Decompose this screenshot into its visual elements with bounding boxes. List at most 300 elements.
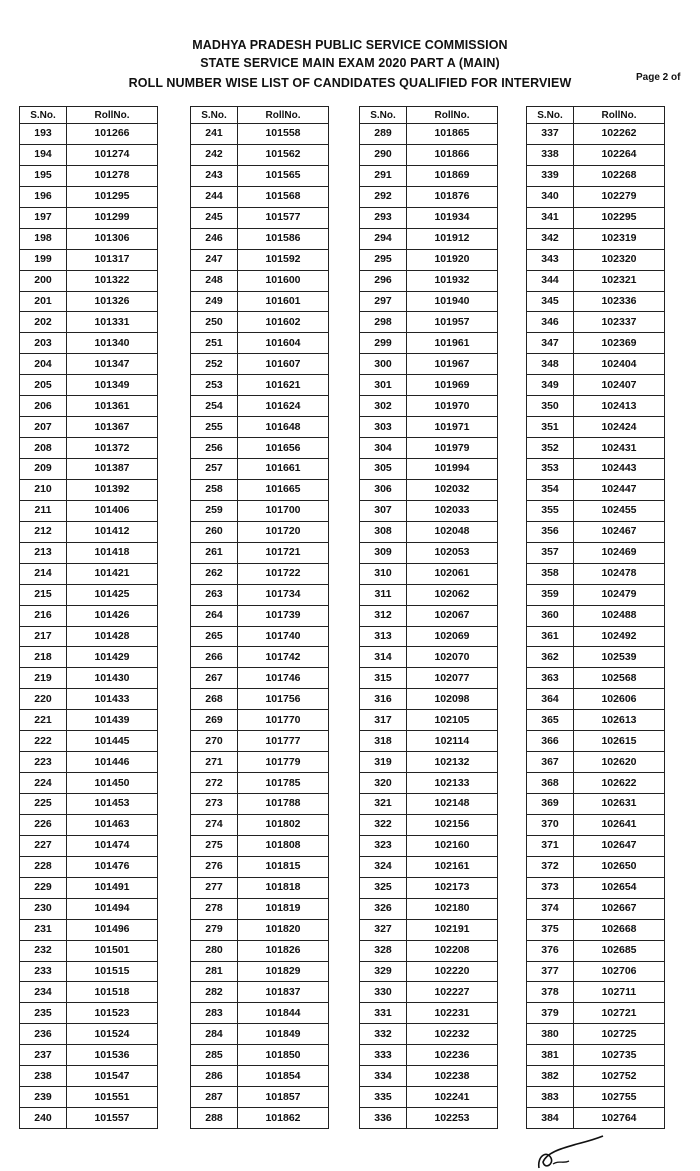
serial-number: 208 (20, 438, 67, 459)
serial-number: 348 (527, 354, 574, 375)
table-row (20, 312, 158, 333)
table-row (360, 1066, 498, 1087)
serial-number: 215 (20, 584, 67, 605)
table-row (191, 396, 329, 417)
roll-number: 102488 (574, 605, 665, 626)
roll-number: 101961 (407, 333, 498, 354)
roll-number: 101970 (407, 396, 498, 417)
roll-number: 102320 (574, 249, 665, 270)
signature (533, 1134, 613, 1171)
serial-number: 328 (360, 940, 407, 961)
serial-number: 292 (360, 186, 407, 207)
serial-number: 273 (191, 794, 238, 815)
roll-number: 101430 (67, 668, 158, 689)
serial-number: 217 (20, 626, 67, 647)
serial-number: 203 (20, 333, 67, 354)
roll-number: 102227 (407, 982, 498, 1003)
serial-number: 372 (527, 856, 574, 877)
table-row (360, 1087, 498, 1108)
table-row (360, 856, 498, 877)
table-row (20, 1108, 158, 1129)
roll-number: 101740 (238, 626, 329, 647)
table-row (360, 500, 498, 521)
serial-number: 310 (360, 563, 407, 584)
serial-number: 260 (191, 521, 238, 542)
table-row (191, 626, 329, 647)
roll-number: 101721 (238, 542, 329, 563)
serial-number: 210 (20, 479, 67, 500)
roll-number: 102148 (407, 794, 498, 815)
roll-number: 102321 (574, 270, 665, 291)
roll-number: 101518 (67, 982, 158, 1003)
serial-number: 323 (360, 835, 407, 856)
rollno-header: RollNo. (238, 107, 329, 124)
table-row (360, 459, 498, 480)
roll-number: 102631 (574, 794, 665, 815)
serial-number: 231 (20, 919, 67, 940)
table-row (20, 773, 158, 794)
serial-number: 381 (527, 1045, 574, 1066)
serial-number: 244 (191, 186, 238, 207)
table-row (20, 877, 158, 898)
serial-number: 380 (527, 1024, 574, 1045)
roll-number: 102070 (407, 647, 498, 668)
serial-number: 307 (360, 500, 407, 521)
roll-number: 102447 (574, 479, 665, 500)
roll-number: 101433 (67, 689, 158, 710)
roll-number: 101607 (238, 354, 329, 375)
table-row (527, 898, 665, 919)
roll-number: 102721 (574, 1003, 665, 1024)
serial-number: 271 (191, 752, 238, 773)
table-row (360, 1024, 498, 1045)
roll-number: 102336 (574, 291, 665, 312)
roll-number: 101844 (238, 1003, 329, 1024)
serial-number: 196 (20, 186, 67, 207)
table-row (20, 856, 158, 877)
roll-number: 101734 (238, 584, 329, 605)
roll-number: 101746 (238, 668, 329, 689)
roll-number: 101412 (67, 521, 158, 542)
roll-number: 101445 (67, 731, 158, 752)
serial-number: 317 (360, 710, 407, 731)
roll-number: 102568 (574, 668, 665, 689)
serial-number: 342 (527, 228, 574, 249)
serial-number: 211 (20, 500, 67, 521)
serial-number: 352 (527, 438, 574, 459)
roll-number: 102264 (574, 144, 665, 165)
table-row (20, 521, 158, 542)
table-row (191, 270, 329, 291)
roll-number: 101665 (238, 479, 329, 500)
table-row (20, 1045, 158, 1066)
table-row (527, 1108, 665, 1129)
roll-number: 101515 (67, 961, 158, 982)
serial-number: 268 (191, 689, 238, 710)
serial-number: 353 (527, 459, 574, 480)
table-row (360, 773, 498, 794)
table-row (360, 563, 498, 584)
table-row (20, 1087, 158, 1108)
serial-number: 254 (191, 396, 238, 417)
roll-number: 101656 (238, 438, 329, 459)
roll-number: 102622 (574, 773, 665, 794)
serial-number: 279 (191, 919, 238, 940)
roll-number: 101524 (67, 1024, 158, 1045)
serial-number: 367 (527, 752, 574, 773)
table-row (360, 689, 498, 710)
roll-number: 101815 (238, 856, 329, 877)
table-row (20, 647, 158, 668)
serial-number: 276 (191, 856, 238, 877)
serial-number: 331 (360, 1003, 407, 1024)
serial-number: 252 (191, 354, 238, 375)
table-row (20, 249, 158, 270)
roll-number: 101586 (238, 228, 329, 249)
serial-number: 278 (191, 898, 238, 919)
serial-number: 358 (527, 563, 574, 584)
table-row (360, 207, 498, 228)
serial-number: 345 (527, 291, 574, 312)
table-row (191, 961, 329, 982)
roll-number: 101600 (238, 270, 329, 291)
roll-number: 101278 (67, 165, 158, 186)
roll-number: 102069 (407, 626, 498, 647)
roll-number: 102685 (574, 940, 665, 961)
roll-number: 102231 (407, 1003, 498, 1024)
serial-number: 349 (527, 375, 574, 396)
roll-number: 101624 (238, 396, 329, 417)
table-row (20, 814, 158, 835)
roll-number: 102132 (407, 752, 498, 773)
table-row (527, 375, 665, 396)
table-row (191, 835, 329, 856)
roll-number: 101421 (67, 563, 158, 584)
table-row (191, 144, 329, 165)
roll-number: 101496 (67, 919, 158, 940)
roll-number: 102654 (574, 877, 665, 898)
table-row (360, 144, 498, 165)
roll-number: 101565 (238, 165, 329, 186)
table-row (360, 940, 498, 961)
roll-number: 101372 (67, 438, 158, 459)
serial-number: 369 (527, 794, 574, 815)
table-row (191, 249, 329, 270)
serial-number: 363 (527, 668, 574, 689)
table-row (191, 877, 329, 898)
serial-number: 272 (191, 773, 238, 794)
roll-number: 102413 (574, 396, 665, 417)
serial-number: 360 (527, 605, 574, 626)
roll-number: 101865 (407, 124, 498, 145)
serial-number: 241 (191, 124, 238, 145)
serial-number: 219 (20, 668, 67, 689)
table-row (191, 479, 329, 500)
roll-number: 101604 (238, 333, 329, 354)
table-row (527, 961, 665, 982)
table-row (20, 961, 158, 982)
roll-table-1 (19, 106, 158, 1129)
table-row (360, 605, 498, 626)
table-row (527, 500, 665, 521)
roll-number: 102220 (407, 961, 498, 982)
serial-number: 228 (20, 856, 67, 877)
serial-number: 359 (527, 584, 574, 605)
table-row (527, 584, 665, 605)
table-row (527, 563, 665, 584)
table-row (20, 563, 158, 584)
table-row (360, 877, 498, 898)
table-row (360, 270, 498, 291)
roll-number: 101857 (238, 1087, 329, 1108)
table-row (527, 731, 665, 752)
roll-number: 102492 (574, 626, 665, 647)
roll-number: 101869 (407, 165, 498, 186)
roll-number: 101331 (67, 312, 158, 333)
table-row (360, 124, 498, 145)
table-row (191, 584, 329, 605)
roll-number: 101523 (67, 1003, 158, 1024)
table-row (360, 375, 498, 396)
serial-number: 296 (360, 270, 407, 291)
roll-number: 102725 (574, 1024, 665, 1045)
roll-number: 102404 (574, 354, 665, 375)
table-row (527, 668, 665, 689)
table-row (191, 521, 329, 542)
table-row (20, 333, 158, 354)
table-row (527, 856, 665, 877)
roll-number: 101742 (238, 647, 329, 668)
table-row (360, 710, 498, 731)
serial-number: 295 (360, 249, 407, 270)
table-row (20, 417, 158, 438)
table-row (360, 982, 498, 1003)
table-row (360, 312, 498, 333)
table-row (527, 919, 665, 940)
serial-number: 314 (360, 647, 407, 668)
serial-number: 321 (360, 794, 407, 815)
roll-number: 101299 (67, 207, 158, 228)
table-row (527, 1045, 665, 1066)
roll-number: 102180 (407, 898, 498, 919)
sno-header: S.No. (191, 107, 238, 124)
table-row (20, 1024, 158, 1045)
table-row (527, 773, 665, 794)
roll-number: 101340 (67, 333, 158, 354)
roll-number: 101876 (407, 186, 498, 207)
serial-number: 255 (191, 417, 238, 438)
table-row (191, 291, 329, 312)
serial-number: 239 (20, 1087, 67, 1108)
table-row (360, 1108, 498, 1129)
table-row (191, 500, 329, 521)
table-row (527, 438, 665, 459)
serial-number: 226 (20, 814, 67, 835)
table-row (527, 354, 665, 375)
table-row (20, 186, 158, 207)
table-row (20, 919, 158, 940)
roll-number: 101295 (67, 186, 158, 207)
roll-number: 101392 (67, 479, 158, 500)
serial-number: 293 (360, 207, 407, 228)
roll-number: 101562 (238, 144, 329, 165)
table-row (191, 982, 329, 1003)
roll-number: 102295 (574, 207, 665, 228)
roll-number: 102650 (574, 856, 665, 877)
table-row (360, 228, 498, 249)
serial-number: 366 (527, 731, 574, 752)
roll-number: 102061 (407, 563, 498, 584)
serial-number: 246 (191, 228, 238, 249)
serial-number: 346 (527, 312, 574, 333)
table-row (360, 438, 498, 459)
roll-number: 101425 (67, 584, 158, 605)
page-number: Page 2 of (636, 72, 681, 83)
roll-number: 102706 (574, 961, 665, 982)
table-row (360, 396, 498, 417)
table-row (360, 542, 498, 563)
roll-number: 102238 (407, 1066, 498, 1087)
table-row (527, 1066, 665, 1087)
table-row (527, 626, 665, 647)
serial-number: 343 (527, 249, 574, 270)
table-row (20, 710, 158, 731)
roll-number: 102455 (574, 500, 665, 521)
roll-number: 101463 (67, 814, 158, 835)
table-row (20, 124, 158, 145)
table-row (191, 856, 329, 877)
table-row (527, 124, 665, 145)
roll-number: 101648 (238, 417, 329, 438)
roll-number: 101601 (238, 291, 329, 312)
table-row (527, 396, 665, 417)
roll-number: 102160 (407, 835, 498, 856)
roll-number: 101494 (67, 898, 158, 919)
table-row (527, 605, 665, 626)
roll-number: 102279 (574, 186, 665, 207)
roll-number: 101788 (238, 794, 329, 815)
roll-table-2 (190, 106, 329, 1129)
table-row (191, 417, 329, 438)
roll-number: 102667 (574, 898, 665, 919)
serial-number: 221 (20, 710, 67, 731)
roll-number: 101661 (238, 459, 329, 480)
table-row (191, 563, 329, 584)
table-row (191, 710, 329, 731)
table-row (20, 605, 158, 626)
roll-number: 101592 (238, 249, 329, 270)
serial-number: 355 (527, 500, 574, 521)
roll-number: 102268 (574, 165, 665, 186)
roll-number: 101387 (67, 459, 158, 480)
table-row (527, 186, 665, 207)
roll-number: 101274 (67, 144, 158, 165)
serial-number: 235 (20, 1003, 67, 1024)
roll-number: 102053 (407, 542, 498, 563)
table-row (191, 1024, 329, 1045)
table-row (360, 731, 498, 752)
serial-number: 370 (527, 814, 574, 835)
roll-number: 102431 (574, 438, 665, 459)
serial-number: 282 (191, 982, 238, 1003)
roll-number: 102615 (574, 731, 665, 752)
roll-number: 101491 (67, 877, 158, 898)
roll-number: 102133 (407, 773, 498, 794)
table-row (527, 752, 665, 773)
serial-number: 362 (527, 647, 574, 668)
roll-number: 101829 (238, 961, 329, 982)
roll-number: 101756 (238, 689, 329, 710)
roll-number: 101779 (238, 752, 329, 773)
roll-number: 101866 (407, 144, 498, 165)
commission-title: MADHYA PRADESH PUBLIC SERVICE COMMISSION (192, 38, 508, 52)
table-row (360, 668, 498, 689)
serial-number: 232 (20, 940, 67, 961)
table-row (527, 228, 665, 249)
serial-number: 316 (360, 689, 407, 710)
roll-number: 101501 (67, 940, 158, 961)
roll-number: 101450 (67, 773, 158, 794)
table-row (191, 1108, 329, 1129)
serial-number: 283 (191, 1003, 238, 1024)
table-row (527, 479, 665, 500)
serial-number: 257 (191, 459, 238, 480)
table-row (191, 898, 329, 919)
roll-number: 101934 (407, 207, 498, 228)
serial-number: 289 (360, 124, 407, 145)
table-row (360, 584, 498, 605)
table-row (527, 521, 665, 542)
serial-number: 259 (191, 500, 238, 521)
serial-number: 309 (360, 542, 407, 563)
table-row (360, 898, 498, 919)
serial-number: 302 (360, 396, 407, 417)
roll-number: 101820 (238, 919, 329, 940)
sno-header: S.No. (360, 107, 407, 124)
roll-number: 101802 (238, 814, 329, 835)
serial-number: 332 (360, 1024, 407, 1045)
serial-number: 256 (191, 438, 238, 459)
roll-number: 101932 (407, 270, 498, 291)
table-row (527, 689, 665, 710)
serial-number: 368 (527, 773, 574, 794)
table-row (527, 1024, 665, 1045)
table-row (527, 249, 665, 270)
roll-number: 101819 (238, 898, 329, 919)
table-row (527, 982, 665, 1003)
table-row (360, 291, 498, 312)
serial-number: 364 (527, 689, 574, 710)
serial-number: 318 (360, 731, 407, 752)
serial-number: 199 (20, 249, 67, 270)
roll-number: 102067 (407, 605, 498, 626)
serial-number: 237 (20, 1045, 67, 1066)
serial-number: 247 (191, 249, 238, 270)
serial-number: 382 (527, 1066, 574, 1087)
roll-number: 102191 (407, 919, 498, 940)
serial-number: 322 (360, 814, 407, 835)
roll-number: 101912 (407, 228, 498, 249)
roll-number: 102620 (574, 752, 665, 773)
roll-number: 101577 (238, 207, 329, 228)
serial-number: 384 (527, 1108, 574, 1129)
roll-number: 101306 (67, 228, 158, 249)
rollno-header: RollNo. (574, 107, 665, 124)
table-row (360, 354, 498, 375)
serial-number: 290 (360, 144, 407, 165)
table-row (20, 144, 158, 165)
serial-number: 286 (191, 1066, 238, 1087)
